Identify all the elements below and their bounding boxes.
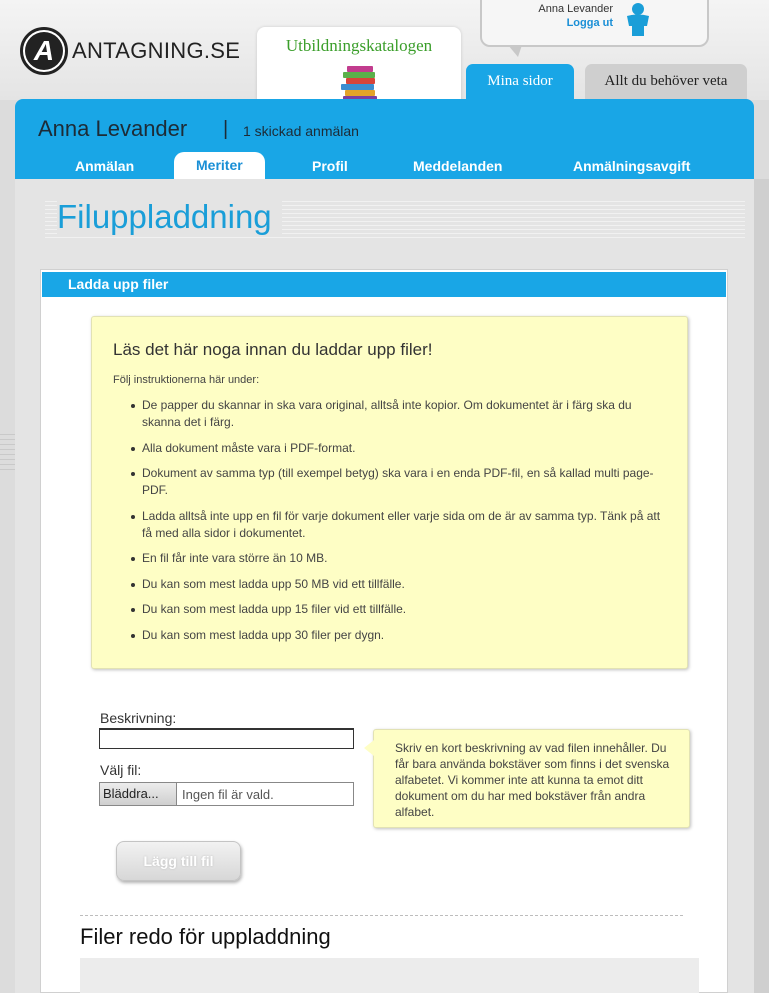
instructions-list	[142, 397, 662, 652]
list-item: En fil får inte vara större än 10 MB.	[142, 550, 662, 567]
file-input[interactable]	[99, 782, 354, 806]
instructions-notice	[91, 316, 688, 669]
description-input[interactable]	[99, 728, 354, 749]
logo-mark-icon: A	[20, 27, 68, 75]
panel-header: Ladda upp filer	[42, 272, 726, 297]
list-item: Du kan som mest ladda upp 30 filer per dygn.	[142, 627, 662, 644]
user-info-bubble	[480, 0, 709, 47]
user-name: Anna Levander	[538, 3, 613, 15]
list-item: Dokument av samma typ (till exempel betyg) ska vara i en enda PDF-fil, en så kallad multi page-PDF.	[142, 465, 662, 499]
right-edge	[754, 179, 769, 993]
page-title-band	[45, 198, 745, 238]
list-item: Alla dokument måste vara i PDF-format.	[142, 440, 662, 457]
notice-intro: Följ instruktionerna här under:	[113, 374, 260, 386]
nav-anmalan[interactable]: Anmälan	[75, 158, 135, 174]
nav-meriter[interactable]: Meriter	[174, 152, 265, 179]
user-icon	[624, 2, 652, 36]
nav-meddelanden[interactable]: Meddelanden	[413, 158, 503, 174]
list-item: De papper du skannar in ska vara original, alltså inte kopior. Om dokumentet är i färg ska du skanna det i färg.	[142, 397, 662, 431]
browse-button[interactable]: Bläddra...	[100, 783, 177, 805]
catalog-tab[interactable]	[257, 27, 461, 107]
site-logo[interactable]	[20, 27, 240, 75]
account-name: Anna Levander	[38, 116, 188, 141]
catalog-tab-label: Utbildningskatalogen	[285, 36, 433, 55]
account-nav	[15, 154, 754, 179]
application-count: 1 skickad anmälan	[243, 123, 359, 139]
list-item: Du kan som mest ladda upp 15 filer vid ett tillfälle.	[142, 601, 662, 618]
divider	[80, 915, 683, 916]
account-header	[15, 99, 754, 179]
file-status: Ingen fil är vald.	[182, 786, 274, 802]
list-item: Du kan som mest ladda upp 50 MB vid ett tillfälle.	[142, 576, 662, 593]
notice-title: Läs det här noga innan du laddar upp filer!	[113, 340, 433, 359]
books-icon	[337, 64, 381, 104]
ready-files-list	[80, 958, 699, 993]
file-label: Välj fil:	[100, 762, 142, 778]
logout-link[interactable]: Logga ut	[566, 17, 613, 29]
description-tip	[373, 729, 690, 828]
page-title: Filuppladdning	[57, 198, 282, 236]
nav-profil[interactable]: Profil	[312, 158, 348, 174]
add-file-button[interactable]: Lägg till fil	[116, 841, 241, 881]
tab-allt-du-behover-veta[interactable]: Allt du behöver veta	[585, 64, 747, 100]
header-separator: |	[223, 118, 229, 140]
logo-text: ANTAGNING.SE	[72, 38, 241, 63]
list-item: Ladda alltså inte upp en fil för varje dokument eller varje sida om de är av samma typ. Tänk på att få med alla sidor i dokumentet.	[142, 508, 661, 540]
description-label: Beskrivning:	[100, 710, 177, 726]
ready-files-title: Filer redo för uppladdning	[80, 924, 331, 949]
nav-anmalningsavgift[interactable]: Anmälningsavgift	[573, 158, 691, 174]
tip-text: Skriv en kort beskrivning av vad filen innehåller. Du får bara använda bokstäver som finns i det svenska alfabetet. Vi kommer inte att kunna ta emot ditt dokument om du har med bokstäver från andra alfabet.	[395, 741, 670, 819]
tab-mina-sidor[interactable]: Mina sidor	[466, 64, 574, 100]
